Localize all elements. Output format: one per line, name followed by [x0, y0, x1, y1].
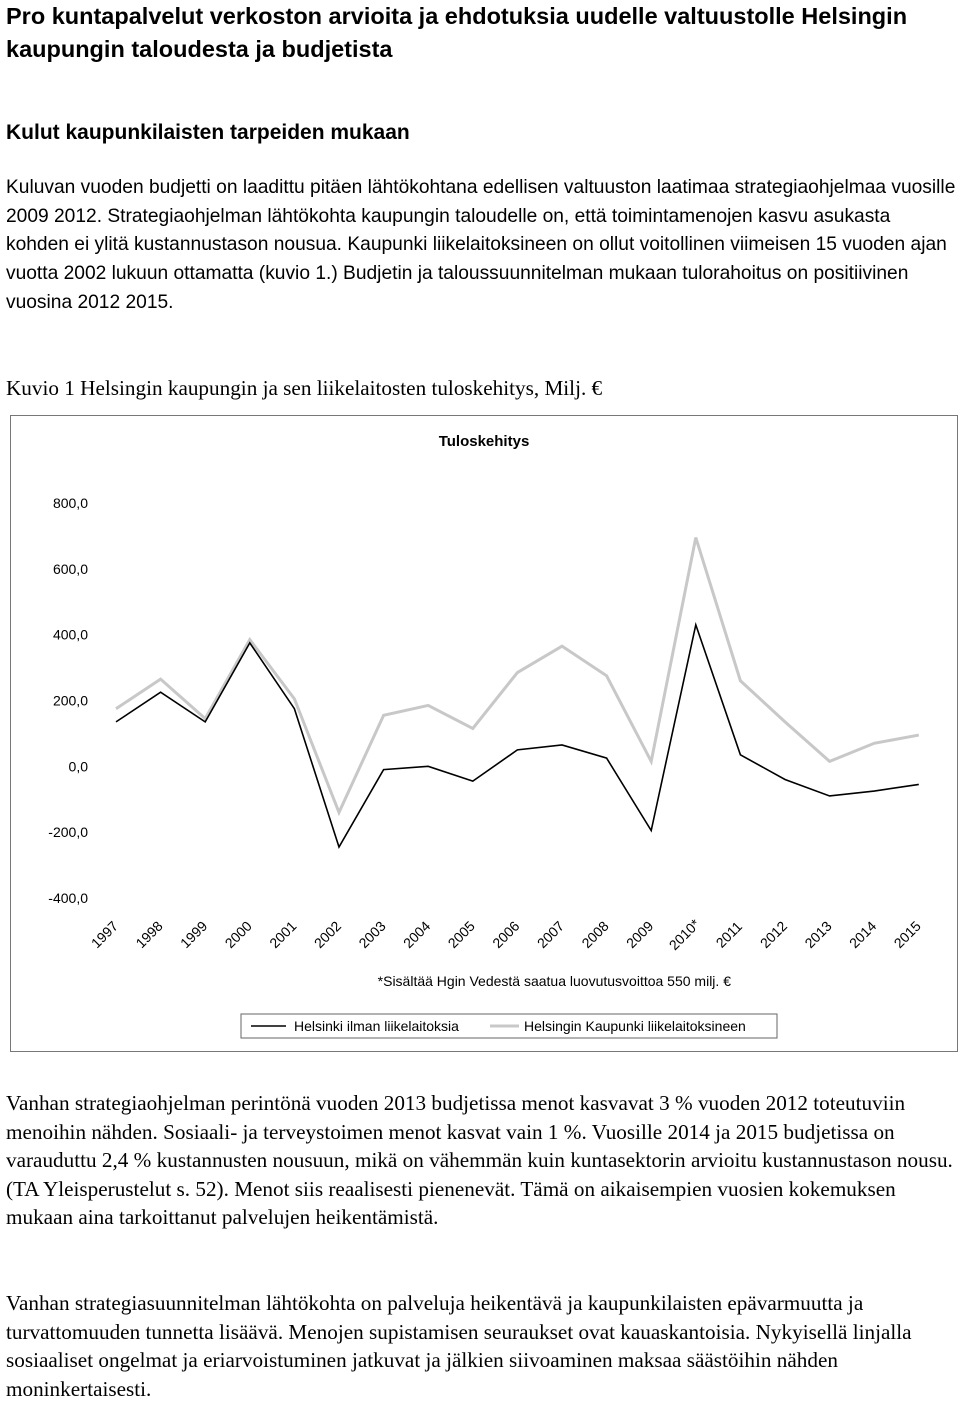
x-tick-label: 2002	[311, 918, 344, 951]
series-line	[116, 625, 919, 847]
x-tick-label: 2013	[801, 918, 834, 951]
page-title: Pro kuntapalvelut verkoston arvioita ja ehdotuksia uudelle valtuustolle Helsingin kaupungin taloudesta ja budjetista	[6, 0, 956, 66]
legend-label: Helsingin Kaupunki liikelaitoksineen	[524, 1018, 746, 1034]
x-tick-label: 2011	[713, 918, 746, 951]
x-tick-label: 2005	[445, 918, 478, 951]
y-tick-label: 200,0	[53, 693, 88, 709]
y-tick-label: 0,0	[69, 758, 89, 774]
x-tick-label: 2008	[578, 918, 611, 951]
y-tick-label: -400,0	[48, 890, 88, 906]
y-tick-label: 400,0	[53, 627, 88, 643]
figure-caption: Kuvio 1 Helsingin kaupungin ja sen liikelaitosten tuloskehitys, Milj. €	[6, 373, 602, 403]
x-tick-label: 2007	[534, 918, 567, 951]
x-tick-label: 2000	[222, 918, 255, 951]
x-tick-label: 2009	[623, 918, 656, 951]
x-tick-label: 1998	[132, 918, 165, 951]
x-tick-label: 2015	[891, 918, 924, 951]
y-tick-label: 600,0	[53, 561, 88, 577]
x-tick-label: 2006	[489, 918, 522, 951]
x-tick-label: 2010*	[666, 915, 704, 953]
budget-paragraph: Vanhan strategiaohjelman perintönä vuoden 2013 budjetissa menot kasvavat 3 % vuoden 2012 toteutuviin menoihin nähden. Sosiaali- ja terveystoimen menot kasvat vain 1 %. Vuosille 2014 ja 2015 budjetissa on varauduttu 2,4 % kustannusten nousuun, mikä on vähemmän kuin kuntasektorin arvioitu kustannustason nousu. (TA Yleisperustelut s. 52). Menot siis reaalisesti pienenevät. Tämä on aikaisempien vuosien kokemuksen mukaan aina tarkoittanut palvelujen heikentämistä.	[6, 1089, 956, 1232]
x-tick-label: 2014	[846, 918, 879, 951]
chart-container	[10, 415, 958, 1052]
x-tick-label: 1999	[177, 918, 210, 951]
conclusion-paragraph: Vanhan strategiasuunnitelman lähtökohta on palveluja heikentävä ja kaupunkilaisten epävarmuutta ja turvattomuuden tunnetta lisäävä. Menojen supistamisen seuraukset ovat kauaskantoisia. Nykyisellä linjalla sosiaaliset ongelmat ja eriarvoistuminen jatkuvat ja jälkien siivoaminen maksaa säästöihin nähden moninkertaisesti.	[6, 1289, 956, 1403]
legend-label: Helsinki ilman liikelaitoksia	[294, 1018, 459, 1034]
chart-footnote: *Sisältää Hgin Vedestä saatua luovutusvoittoa 550 milj. €	[378, 973, 732, 989]
series-line	[116, 538, 919, 813]
y-tick-label: 800,0	[53, 495, 88, 511]
x-tick-label: 2012	[757, 918, 790, 951]
x-tick-label: 1997	[88, 918, 121, 951]
chart-title: Tuloskehitys	[439, 433, 530, 450]
x-tick-label: 2004	[400, 918, 433, 951]
x-tick-label: 2003	[355, 918, 388, 951]
intro-paragraph: Kuluvan vuoden budjetti on laadittu pitäen lähtökohtana edellisen valtuuston laatimaa strategiaohjelmaa vuosille 2009 2012. Strategiaohjelman lähtökohta kaupungin taloudelle on, että toimintamenojen kasvu asukasta kohden ei ylitä kustannustason nousua. Kaupunki liikelaitoksineen on ollut voitollinen viimeisen 15 vuoden ajan vuotta 2002 lukuun ottamatta (kuvio 1.) Budjetin ja taloussuunnitelman mukaan tulorahoitus on positiivinen vuosina 2012 2015.	[6, 174, 956, 318]
y-tick-label: -200,0	[48, 824, 88, 840]
x-tick-label: 2001	[266, 918, 299, 951]
line-chart	[11, 416, 957, 1051]
section-heading: Kulut kaupunkilaisten tarpeiden mukaan	[6, 118, 410, 148]
